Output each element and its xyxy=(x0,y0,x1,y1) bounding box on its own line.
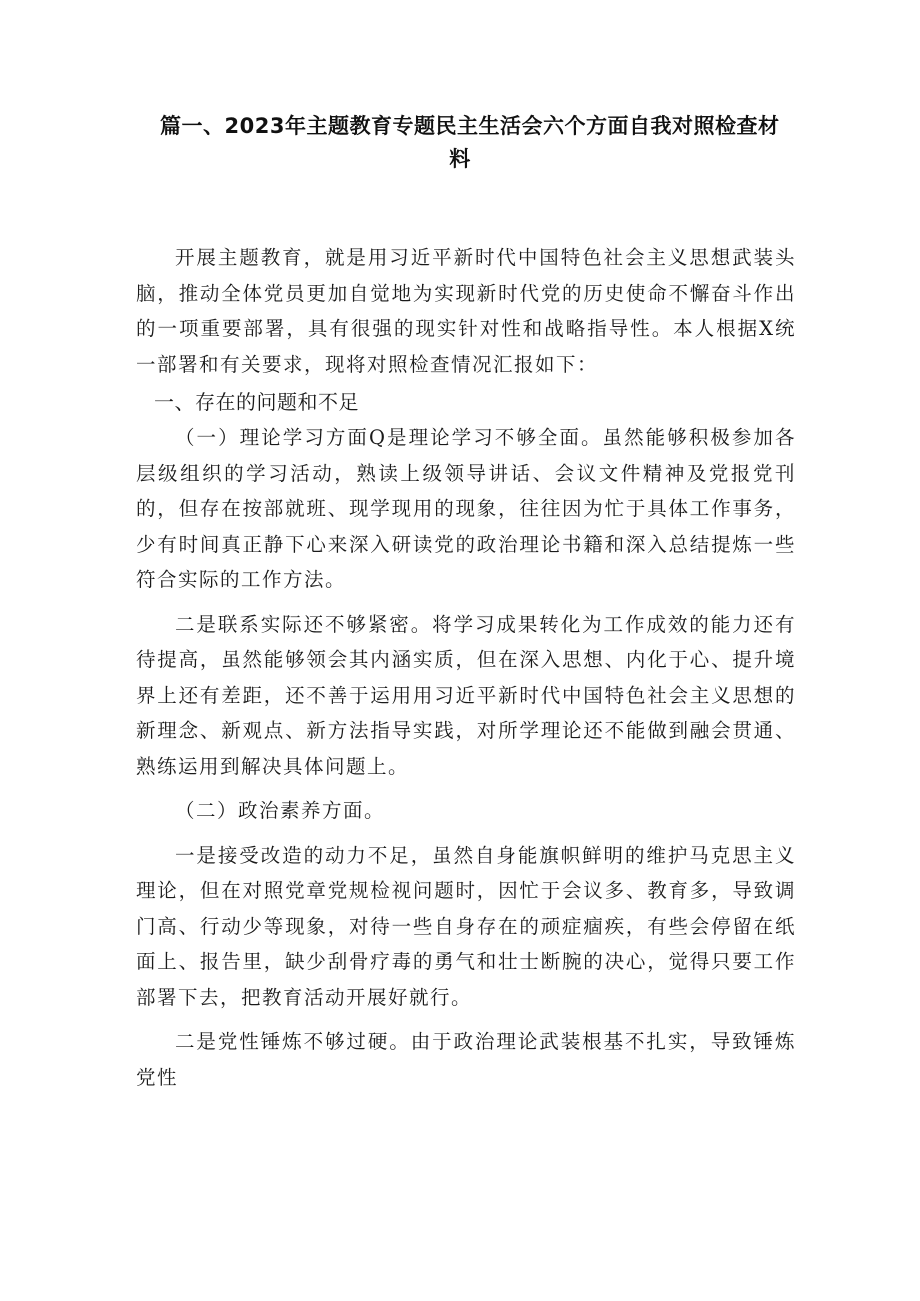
theory-study-paragraph-2: 二是联系实际还不够紧密。将学习成果转化为工作成效的能力还有待提高，虽然能够领会其内涵实质，但在深入思想、内化于心、提升境界上还有差距，还不善于运用用习近平新时代中国特色社会主义思想的新理念、新观点、新方法指导实践，对所学理论还不能做到融会贯通、熟练运用到解决具体问题上。 xyxy=(136,612,796,778)
theory-study-paragraph-1: （一）理论学习方面Q是理论学习不够全面。虽然能够积极参加各层级组织的学习活动，熟读上级领导讲话、会议文件精神及党报党刊的，但存在按部就班、现学现用的现象，往往因为忙于具体工作事务，少有时间真正静下心来深入研读党的政治理论书籍和深入总结提炼一些符合实际的工作方法。 xyxy=(136,426,796,591)
intro-paragraph: 开展主题教育，就是用习近平新时代中国特色社会主义思想武装头脑，推动全体党员更加自觉地为实现新时代党的历史使命不懈奋斗作出的一项重要部署，具有很强的现实针对性和战略指导性。本人根据X统一部署和有关要求，现将对照检查情况汇报如下： xyxy=(136,246,796,376)
politics-paragraph-2: 二是党性锤炼不够过硬。由于政治理论武装根基不扎实，导致锤炼党性 xyxy=(136,1030,796,1089)
section-heading-problems: 一、存在的问题和不足 xyxy=(154,390,359,414)
title-line-2: 料 xyxy=(449,147,471,171)
title-line-1: 篇一、2023年主题教育专题民主生活会六个方面自我对照检查材 xyxy=(160,114,780,138)
document-body xyxy=(136,240,796,1095)
subsection-heading-politics: （二）政治素养方面。 xyxy=(175,799,386,822)
politics-paragraph-1: 一是接受改造的动力不足，虽然自身能旗帜鲜明的维护马克思主义理论，但在对照党章党规检视问题时，因忙于会议多、教育多，导致调门高、行动少等现象，对待一些自身存在的顽症痼疾，有些会停留在纸面上、报告里，缺少刮骨疗毒的勇气和壮士断腕的决心，觉得只要工作部署下去，把教育活动开展好就行。 xyxy=(136,843,796,1009)
document-title xyxy=(160,110,780,176)
